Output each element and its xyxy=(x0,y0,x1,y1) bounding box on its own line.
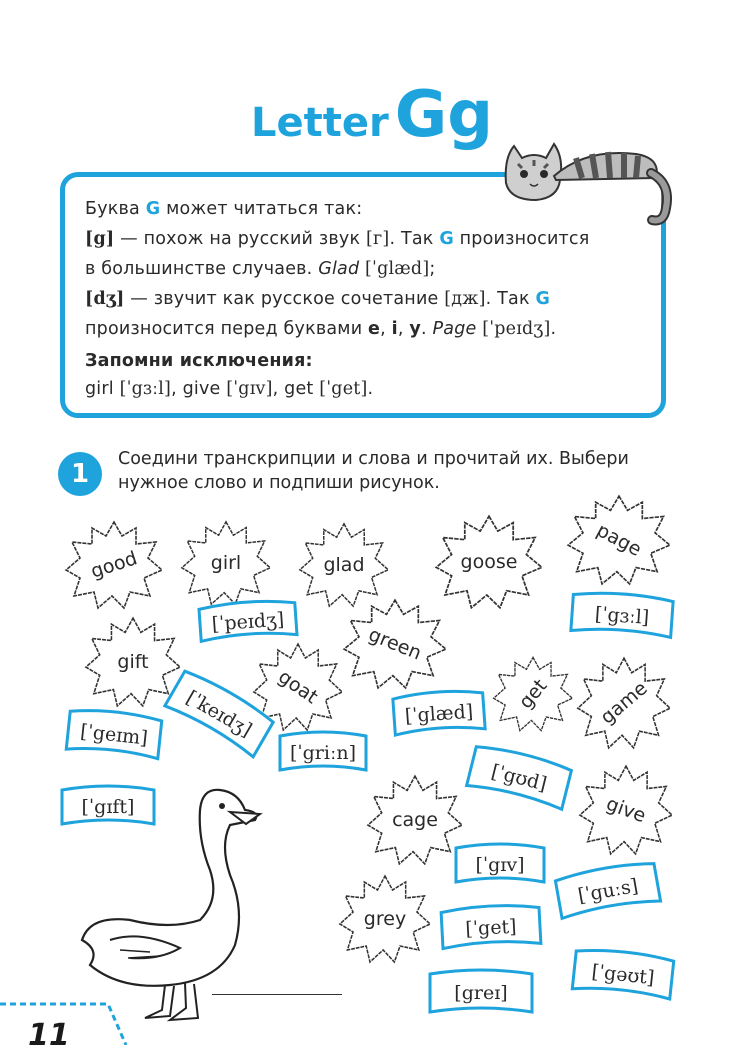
ipa: [ˈget] xyxy=(319,379,368,399)
text: . xyxy=(367,379,374,399)
text: в большинстве случаев. xyxy=(85,259,319,279)
text: , xyxy=(171,379,183,399)
transcription-label: [ˈpeɪdʒ] xyxy=(211,608,285,636)
card-peidz[interactable] xyxy=(195,596,302,647)
letter-g: G xyxy=(535,289,551,309)
word-label: girl xyxy=(210,552,242,574)
ru-sound: [г] xyxy=(366,229,390,249)
task-number-badge: 1 xyxy=(58,452,102,496)
text: , xyxy=(380,319,392,339)
transcription-label: [ˈgəʊt] xyxy=(590,960,656,990)
page-number: 11 xyxy=(28,1018,70,1053)
word-label: cage xyxy=(392,809,438,831)
transcription-label: [ˈgriːn] xyxy=(289,742,356,764)
ipa: [ˈgɜːl] xyxy=(119,379,172,399)
answer-line[interactable] xyxy=(212,994,342,995)
word-label: gift xyxy=(117,651,149,673)
word-label: good xyxy=(88,547,140,583)
exceptions-title xyxy=(85,351,645,372)
word-label: green xyxy=(365,623,425,665)
cat-illustration xyxy=(496,128,676,228)
exceptions-line xyxy=(85,379,645,400)
text: произносится перед буквами xyxy=(85,319,369,339)
text: , xyxy=(272,379,285,399)
title-word: Letter xyxy=(250,100,389,146)
word-label: goat xyxy=(274,665,322,709)
card-gout[interactable] xyxy=(568,945,679,1006)
card-grin[interactable] xyxy=(276,730,370,776)
rule-line-2 xyxy=(85,229,645,250)
ru-sound: [дж] xyxy=(444,289,486,309)
letter-g: G xyxy=(439,229,454,249)
word-label: get xyxy=(514,674,552,714)
transcription-label: [ˈguːs] xyxy=(576,874,640,908)
text: get xyxy=(284,379,320,399)
transcription-label: [ˈget] xyxy=(464,915,518,941)
letter: e xyxy=(368,319,381,339)
leaf-give[interactable] xyxy=(578,762,674,858)
letter: i xyxy=(391,319,398,339)
card-geim[interactable] xyxy=(62,705,167,765)
card-giv[interactable] xyxy=(452,842,548,888)
word-label: grey xyxy=(363,908,407,930)
word-label: page xyxy=(592,519,646,561)
text: give xyxy=(182,379,227,399)
ipa: [dʒ] xyxy=(85,289,125,309)
rule-line-5 xyxy=(85,319,645,340)
ipa: [ˈgɪv] xyxy=(226,379,273,399)
text: ; xyxy=(429,259,436,279)
transcription-label: [ˈglæd] xyxy=(404,700,474,728)
text: — похож на русский звук xyxy=(114,229,366,249)
word-label: game xyxy=(596,677,652,729)
rule-line-4 xyxy=(85,289,645,310)
card-g3l[interactable] xyxy=(566,588,677,643)
leaf-goose[interactable] xyxy=(434,512,544,612)
transcription-label: [greɪ] xyxy=(454,982,508,1004)
letter-g: G xyxy=(145,199,161,219)
leaf-cage[interactable] xyxy=(366,772,464,868)
leaf-girl[interactable] xyxy=(180,518,272,608)
card-grei[interactable] xyxy=(426,968,536,1018)
text: Запомни исключения: xyxy=(85,351,313,371)
leaf-game[interactable] xyxy=(576,654,672,752)
text: Буква xyxy=(85,199,146,219)
text: может читаться так: xyxy=(160,199,363,219)
rule-line-3 xyxy=(85,259,645,280)
text: . Так xyxy=(485,289,536,309)
text: girl xyxy=(85,379,120,399)
card-gud[interactable] xyxy=(461,740,576,816)
transcription-label: [ˈgɪv] xyxy=(475,854,525,876)
text: , xyxy=(397,319,410,339)
leaf-grey[interactable] xyxy=(338,872,432,966)
transcription-label: [ˈgeɪm] xyxy=(79,720,149,750)
letter: y xyxy=(409,319,421,339)
transcription-label: [ˈgɪft] xyxy=(81,796,135,818)
leaf-page[interactable] xyxy=(566,492,672,588)
text: . xyxy=(420,319,433,339)
word-label: goose xyxy=(460,551,518,573)
transcription-label: [ˈgɜːl] xyxy=(594,603,650,629)
page-number-tab xyxy=(0,990,160,1045)
text: — звучит как русское сочетание xyxy=(124,289,445,309)
example-word: Page xyxy=(432,319,477,339)
text: произносится xyxy=(453,229,590,249)
ipa: [ˈglæd] xyxy=(359,259,430,279)
ipa: [ˈpeɪdʒ] xyxy=(476,319,551,339)
transcription-label: [ˈgʊd] xyxy=(489,760,549,796)
card-gus[interactable] xyxy=(550,857,665,925)
example-word: Glad xyxy=(318,259,360,279)
title-letter: Gg xyxy=(394,78,494,152)
card-glaed[interactable] xyxy=(388,687,489,742)
text: . Так xyxy=(389,229,440,249)
ipa: [g] xyxy=(85,229,115,249)
leaf-good[interactable] xyxy=(64,518,164,612)
task-instruction: Соедини транскрипции и слова и прочитай их. Выбери нужное слово и подпиши рисунок. xyxy=(118,449,629,493)
text: . xyxy=(550,319,557,339)
word-label: give xyxy=(603,792,649,828)
card-get[interactable] xyxy=(437,901,545,954)
word-label: glad xyxy=(323,554,365,576)
transcription-label: [ˈkeɪdʒ] xyxy=(182,686,256,742)
